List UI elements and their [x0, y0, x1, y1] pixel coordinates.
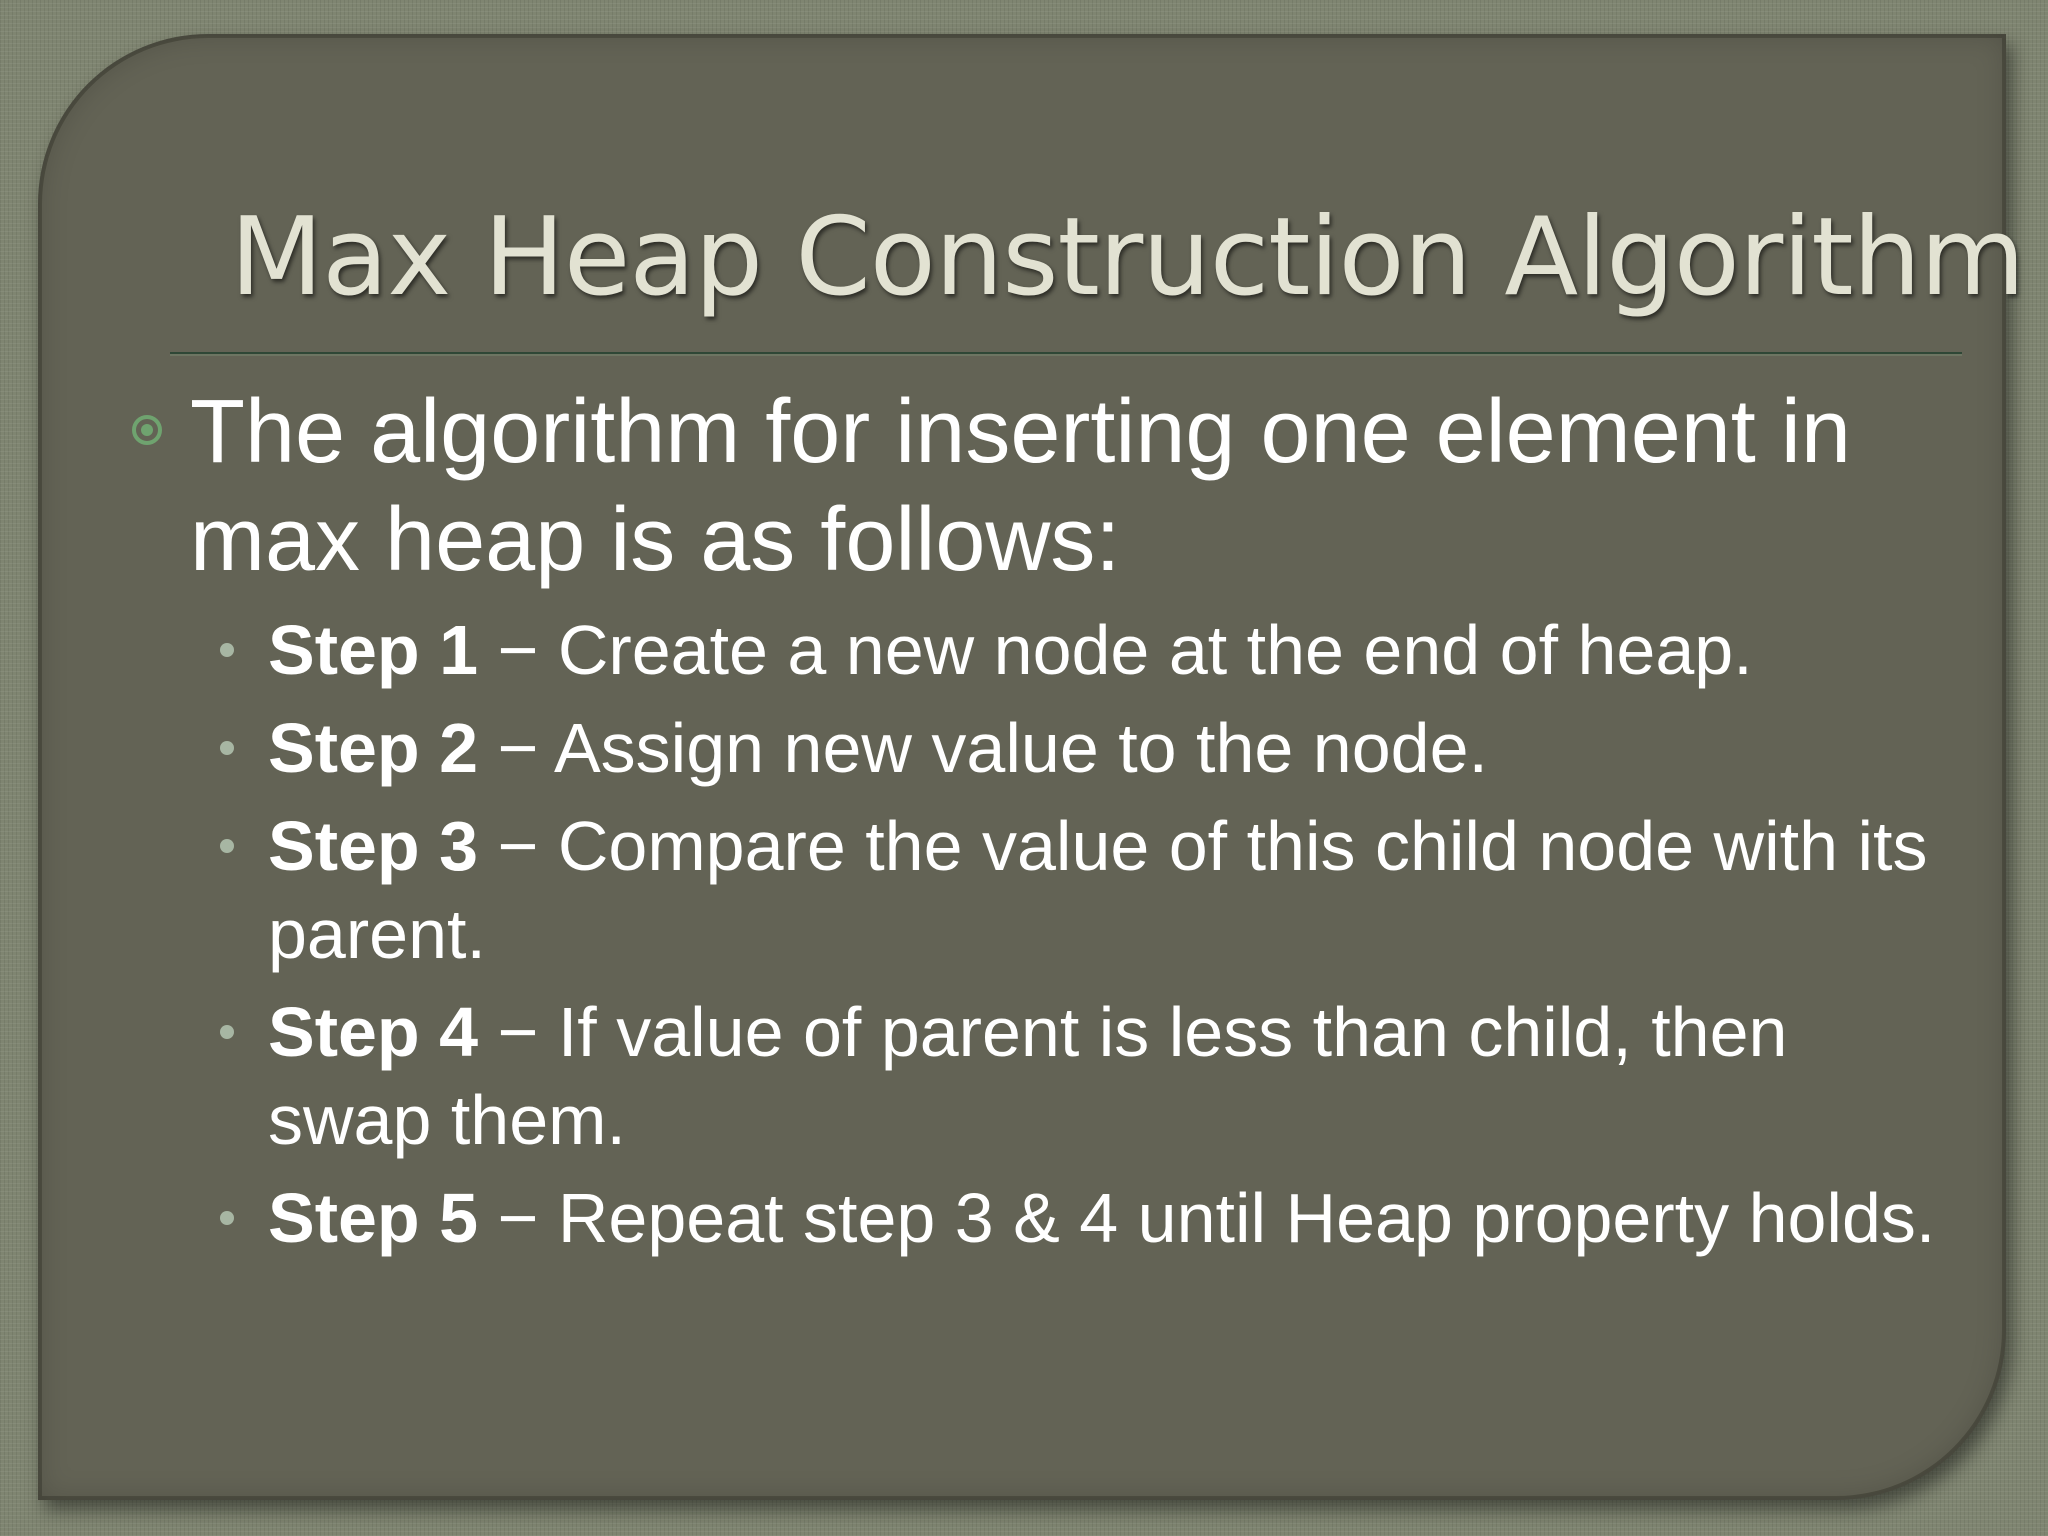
step-label: Step 3	[268, 807, 479, 885]
step-label: Step 5	[268, 1179, 479, 1257]
slide-content	[130, 378, 1950, 1272]
step-text: − Create a new node at the end of heap.	[478, 611, 1753, 689]
step-text: − Repeat step 3 & 4 until Heap property holds.	[478, 1179, 1936, 1257]
dot-bullet-icon	[220, 1025, 234, 1039]
main-bullet-point	[130, 378, 1950, 594]
step-text: − Compare the value of this child node with its parent.	[268, 807, 1928, 973]
title-divider	[170, 352, 1962, 354]
step-item	[130, 802, 1950, 978]
step-label: Step 2	[268, 709, 479, 787]
dot-bullet-icon	[220, 643, 234, 657]
step-label: Step 1	[268, 611, 479, 689]
step-label: Step 4	[268, 993, 479, 1071]
step-list	[130, 606, 1950, 1262]
dot-bullet-icon	[220, 741, 234, 755]
dot-bullet-icon	[220, 839, 234, 853]
slide-title: Max Heap Construction Algorithm	[230, 195, 2025, 320]
step-text: − Assign new value to the node.	[478, 709, 1488, 787]
step-text: − If value of parent is less than child, then swap them.	[268, 993, 1788, 1159]
main-bullet-text: The algorithm for inserting one element in max heap is as follows:	[190, 382, 1851, 590]
step-item	[130, 704, 1950, 792]
step-item	[130, 988, 1950, 1164]
dot-bullet-icon	[220, 1211, 234, 1225]
circled-dot-bullet-icon	[132, 415, 162, 445]
step-item	[130, 1174, 1950, 1262]
step-item	[130, 606, 1950, 694]
